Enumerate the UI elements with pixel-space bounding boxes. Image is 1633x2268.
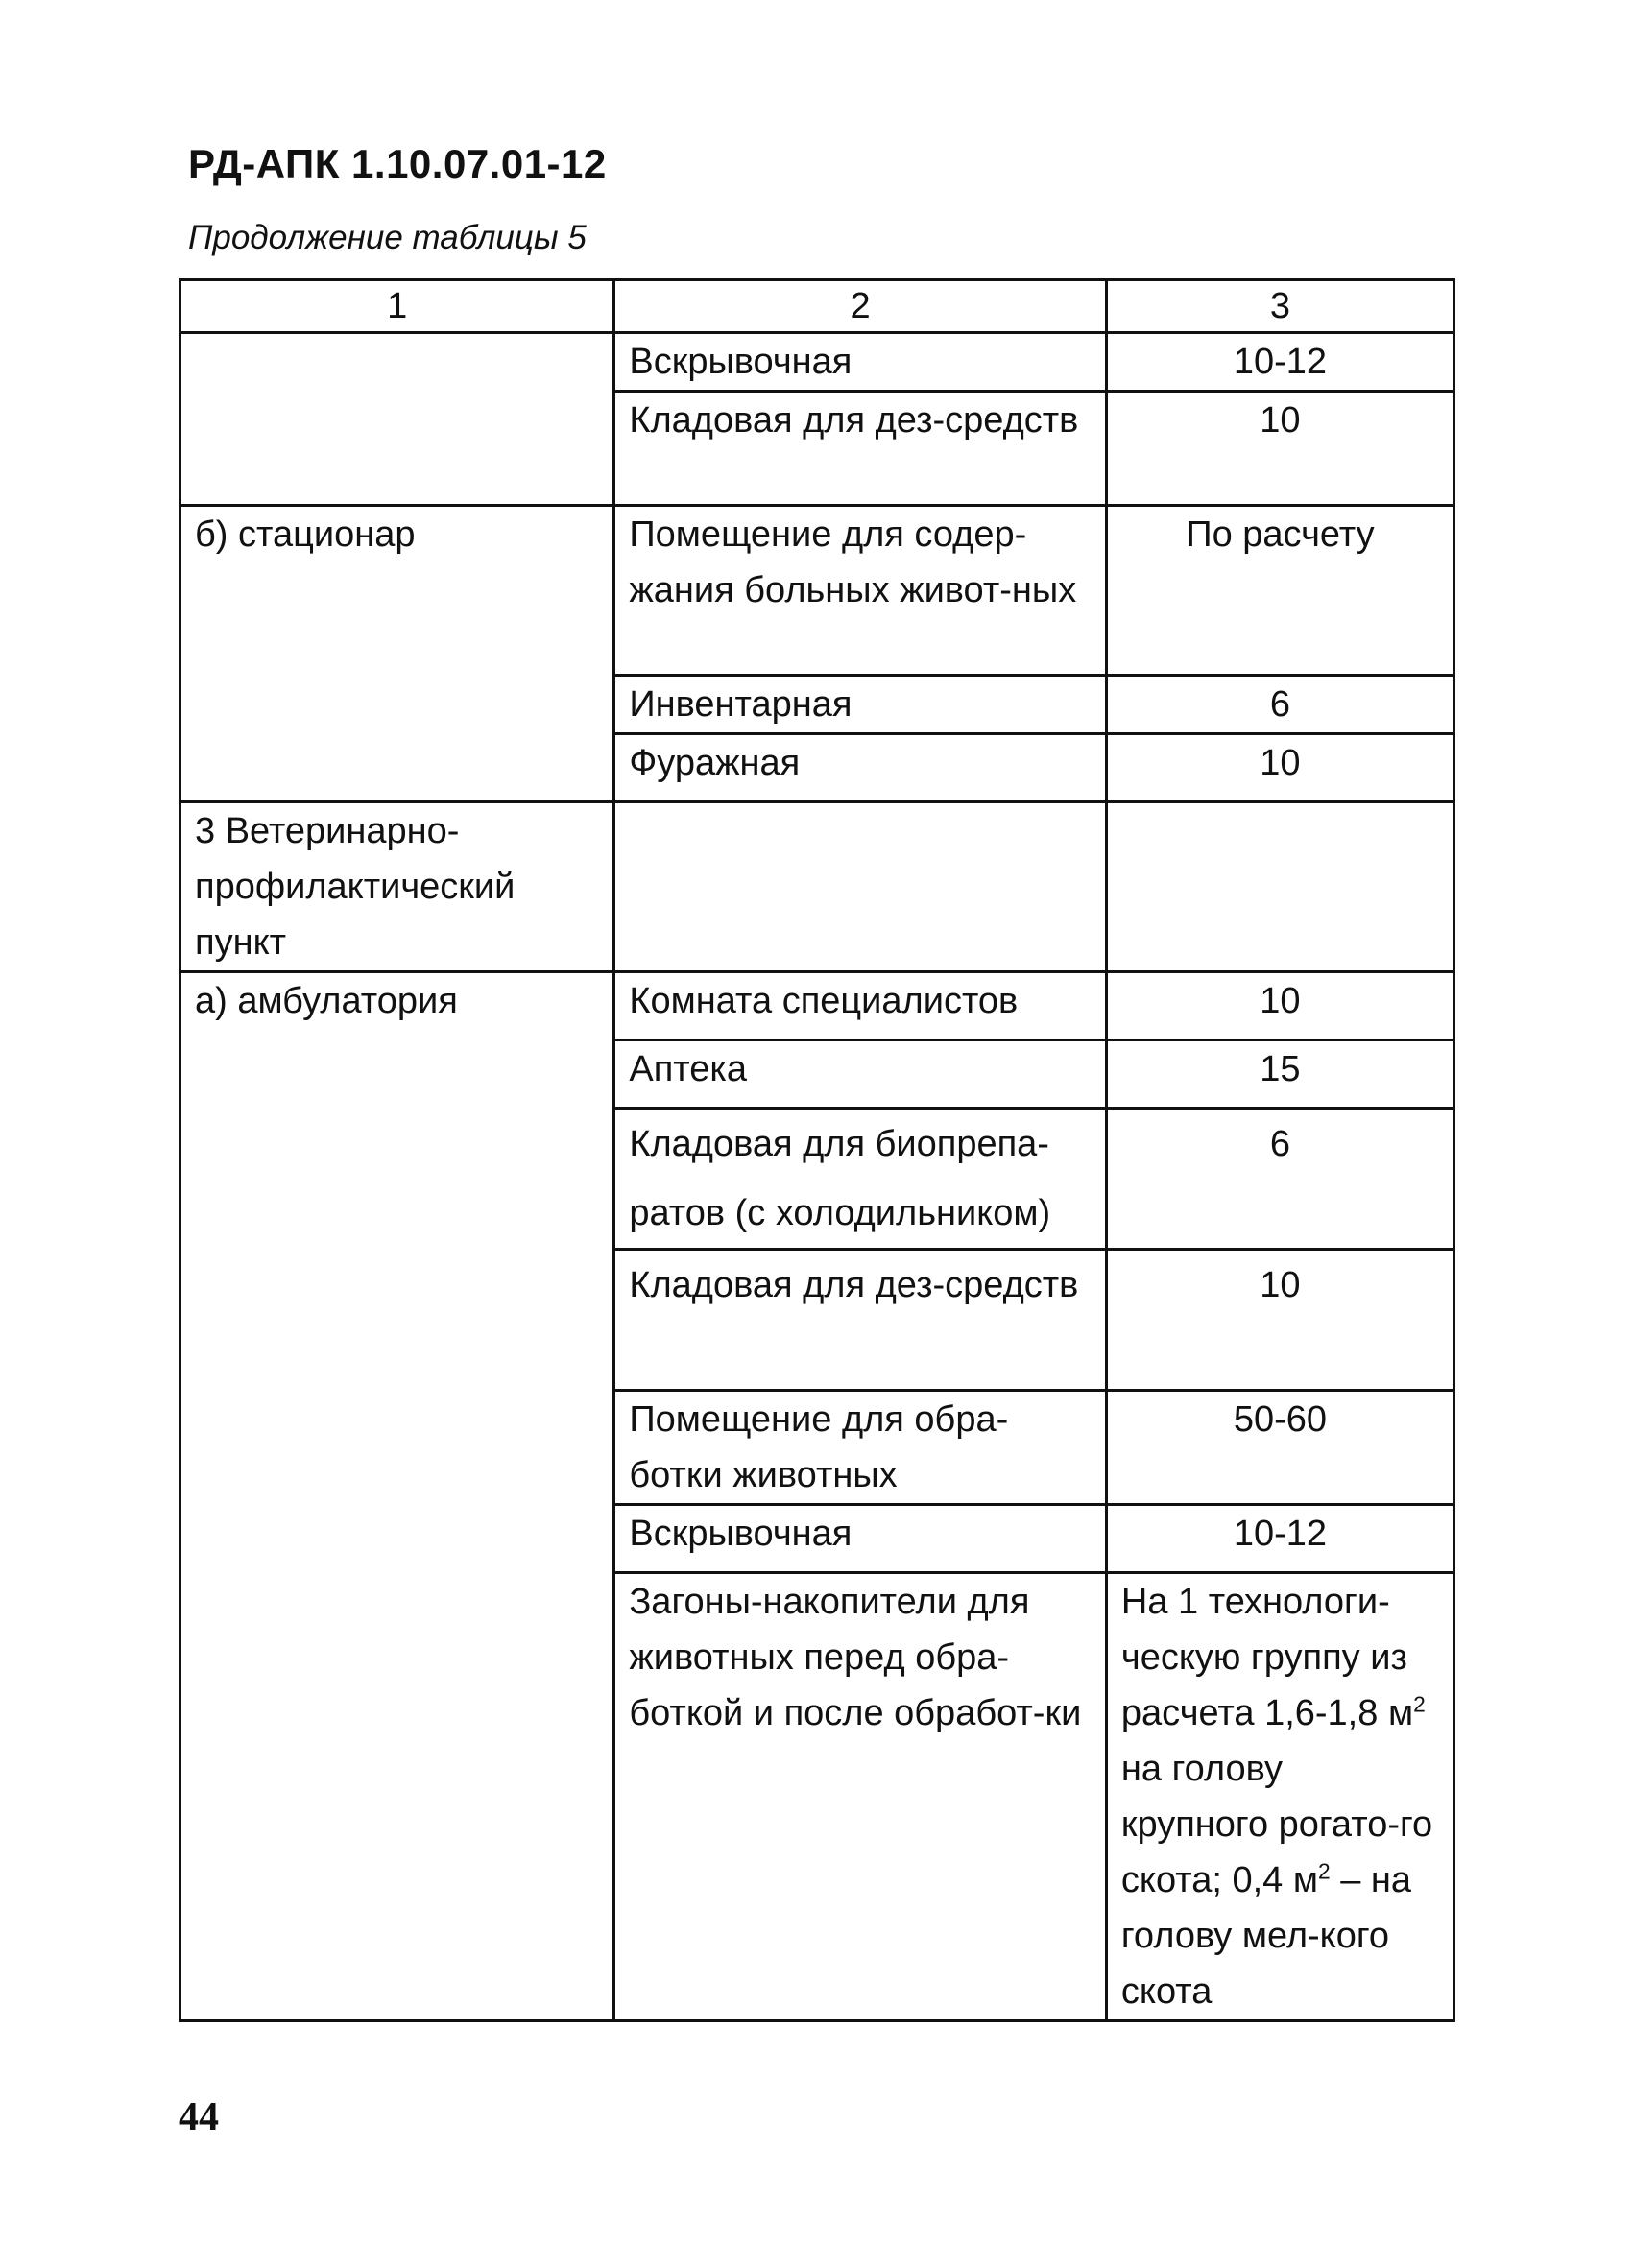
area-cell: 15 bbox=[1106, 1040, 1453, 1109]
table-row bbox=[180, 972, 1454, 1040]
document-code: РД-АПК 1.10.07.01-12 bbox=[188, 141, 607, 186]
column-header-1: 1 bbox=[180, 280, 614, 333]
room-cell: Кладовая для дез-средств bbox=[614, 1250, 1107, 1391]
room-cell: Помещение для содер-жания больных живот-ных bbox=[614, 506, 1107, 676]
room-cell: Помещение для обра-ботки животных bbox=[614, 1391, 1107, 1505]
column-header-3: 3 bbox=[1106, 280, 1453, 333]
area-cell: По расчету bbox=[1106, 506, 1453, 676]
room-cell: Кладовая для биопрепа-ратов (с холодильником) bbox=[614, 1109, 1107, 1250]
specification-table bbox=[179, 278, 1455, 2022]
room-cell: Комната специалистов bbox=[614, 972, 1107, 1040]
area-cell: 50-60 bbox=[1106, 1391, 1453, 1505]
area-cell: 10 bbox=[1106, 972, 1453, 1040]
area-note-cell bbox=[1106, 1573, 1453, 2021]
room-cell: Инвентарная bbox=[614, 676, 1107, 734]
area-cell bbox=[1106, 802, 1453, 972]
group-cell: а) амбулатория bbox=[180, 972, 614, 2021]
table-header-row bbox=[180, 280, 1454, 333]
room-cell: Загоны-накопители для животных перед обра-боткой и после обработ-ки bbox=[614, 1573, 1107, 2021]
page-number: 44 bbox=[179, 2095, 219, 2139]
table-caption: Продолжение таблицы 5 bbox=[188, 219, 587, 256]
area-note-text: На 1 технологи-ческую группу из расчета 1,6-1,8 $м^2$ на голову крупного рогато-го скота; 0,4 $м^2$ – на голову мел-кого скота bbox=[1120, 1582, 1433, 2012]
table-row bbox=[180, 506, 1454, 676]
area-cell: 10-12 bbox=[1106, 333, 1453, 392]
room-cell: Кладовая для дез-средств bbox=[614, 392, 1107, 506]
table-row bbox=[180, 802, 1454, 972]
room-cell: Фуражная bbox=[614, 734, 1107, 802]
area-cell: 10 bbox=[1106, 1250, 1453, 1391]
room-cell: Аптека bbox=[614, 1040, 1107, 1109]
column-header-2: 2 bbox=[614, 280, 1107, 333]
area-cell: 10 bbox=[1106, 734, 1453, 802]
area-cell: 10 bbox=[1106, 392, 1453, 506]
room-cell: Вскрывочная bbox=[614, 333, 1107, 392]
area-cell: 6 bbox=[1106, 676, 1453, 734]
area-cell: 10-12 bbox=[1106, 1505, 1453, 1573]
group-cell bbox=[180, 333, 614, 506]
table-row bbox=[180, 333, 1454, 392]
group-cell: б) стационар bbox=[180, 506, 614, 802]
room-cell bbox=[614, 802, 1107, 972]
room-cell: Вскрывочная bbox=[614, 1505, 1107, 1573]
area-cell: 6 bbox=[1106, 1109, 1453, 1250]
group-cell: 3 Ветеринарно-профилактический пункт bbox=[180, 802, 614, 972]
